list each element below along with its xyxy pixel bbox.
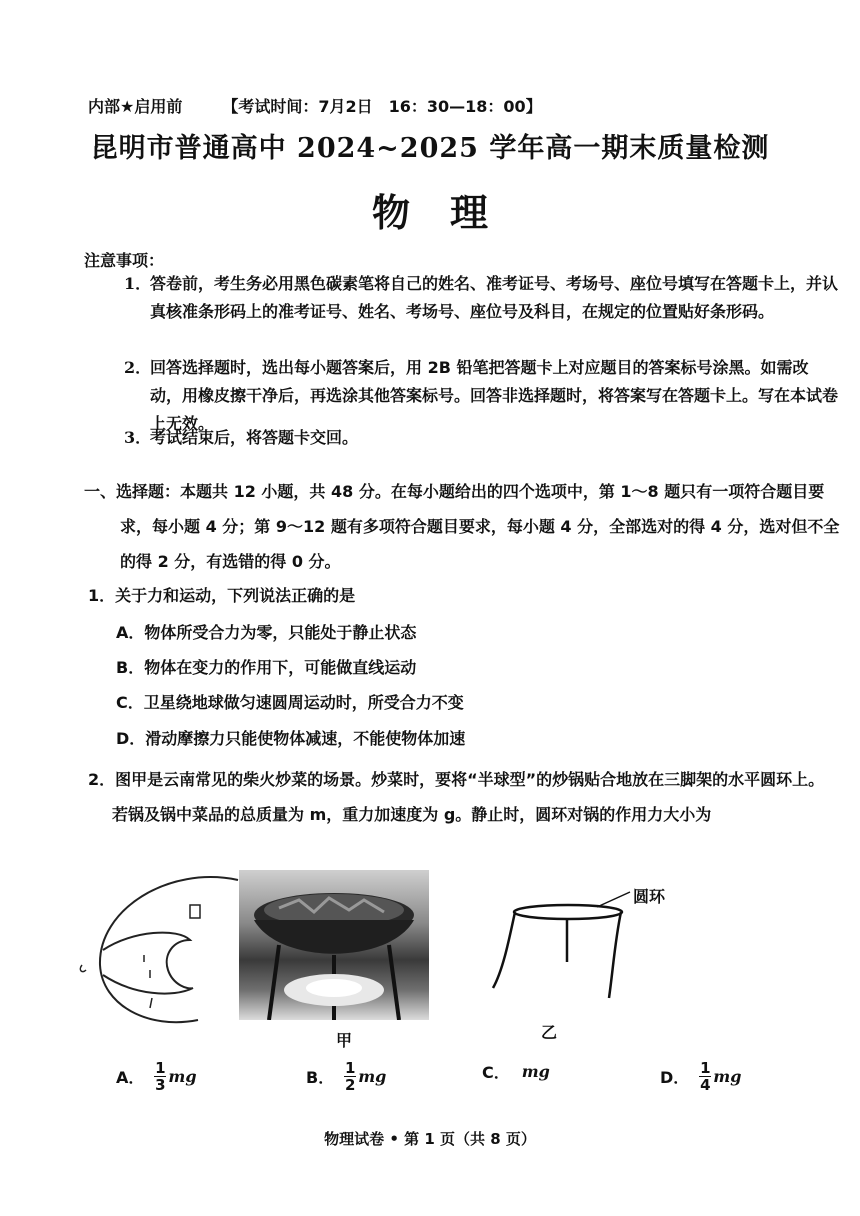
ring-label: 圆环 (633, 887, 666, 906)
notice-item-text: 答卷前，考生务必用黑色碳素笔将自己的姓名、准考证号、考场号、座位号填写在答题卡上，并认真核准条形码上的准考证号、姓名、考场号、座位号及科目，在规定的位置贴好条形码。 (150, 274, 839, 321)
question-1-stem (88, 578, 840, 613)
figure-b-caption: 乙 (541, 1023, 558, 1042)
fraction (344, 1060, 356, 1093)
option-label: B． (306, 1068, 335, 1087)
notice-item-num: 2． (124, 358, 152, 377)
confidential-mark: 内部★启用前 (88, 97, 183, 116)
notice-item-3 (124, 424, 840, 452)
notice-item-text: 考试结束后，将答题卡交回。 (150, 428, 359, 447)
unit: mg (713, 1067, 742, 1086)
question-1-text: 1．关于力和运动，下列说法正确的是 (88, 586, 356, 605)
notice-item-text: 回答选择题时，选出每小题答案后，用 2B 铅笔把答题卡上对应题目的答案标号涂黑。如需改动，用橡皮擦干净后，再选涂其他答案标号。回答非选择题时，将答案写在答题卡上。写在本试卷上无效。 (150, 358, 839, 433)
tripod-diagram (485, 880, 655, 1010)
fraction (154, 1060, 166, 1093)
question-1-option-a: A．物体所受合力为零，只能处于静止状态 (116, 623, 417, 642)
page-footer: 物理试卷 • 第 1 页（共 8 页） (324, 1130, 536, 1148)
exam-title: 昆明市普通高中 2024~2025 学年高一期末质量检测 (90, 133, 770, 164)
numerator: 1 (700, 1059, 711, 1077)
question-1-option-c: C．卫星绕地球做匀速圆周运动时，所受合力不变 (116, 693, 464, 712)
denominator: 3 (155, 1076, 166, 1094)
unit: mg (521, 1062, 550, 1081)
exam-header (88, 94, 542, 117)
question-2-option-b (306, 1060, 386, 1093)
section-one-instructions (84, 474, 844, 579)
question-2-option-d (660, 1060, 741, 1093)
subject-title: 物理 (371, 190, 528, 235)
question-1-option-b: B．物体在变力的作用下，可能做直线运动 (116, 658, 417, 677)
notice-item-1 (124, 270, 840, 326)
notice-heading: 注意事项： (84, 251, 165, 270)
numerator: 1 (155, 1059, 166, 1077)
unit: mg (358, 1067, 387, 1086)
exam-time: 【考试时间：7月2日 16：30—18：00】 (222, 97, 542, 116)
option-label: A． (116, 1068, 145, 1087)
question-2-stem (88, 762, 840, 832)
question-2-option-c (482, 1060, 550, 1083)
option-label: C． (482, 1063, 510, 1082)
option-label: D． (660, 1068, 690, 1087)
fraction (699, 1060, 711, 1093)
question-1-option-d: D．滑动摩擦力只能使物体减速，不能使物体加速 (116, 729, 466, 748)
denominator: 2 (344, 1076, 356, 1094)
notice-item-num: 3． (124, 428, 152, 447)
figure-a-photo (239, 870, 429, 1020)
denominator: 4 (700, 1076, 711, 1094)
stamp-mark (78, 870, 248, 1030)
question-2-text: 2．图甲是云南常见的柴火炒菜的场景。炒菜时，要将“半球型”的炒锅贴合地放在三脚架的水平圆环上。若锅及锅中菜品的总质量为 m，重力加速度为 g。静止时，圆环对锅的作用力大小为 (88, 770, 825, 824)
figure-a-caption: 甲 (336, 1031, 353, 1050)
numerator: 1 (344, 1059, 356, 1077)
section-one-text: 一、选择题：本题共 12 小题，共 48 分。在每小题给出的四个选项中，第 1～8 题只有一项符合题目要求，每小题 4 分；第 9～12 题有多项符合题目要求，每小题 4 分，全部选对的得 4 分，选对但不全的得 2 分，有选错的得 0 分。 (84, 482, 840, 571)
wok-illustration (239, 870, 429, 1020)
unit: mg (168, 1067, 197, 1086)
question-2-option-a (116, 1060, 197, 1093)
notice-item-num: 1． (124, 274, 152, 293)
